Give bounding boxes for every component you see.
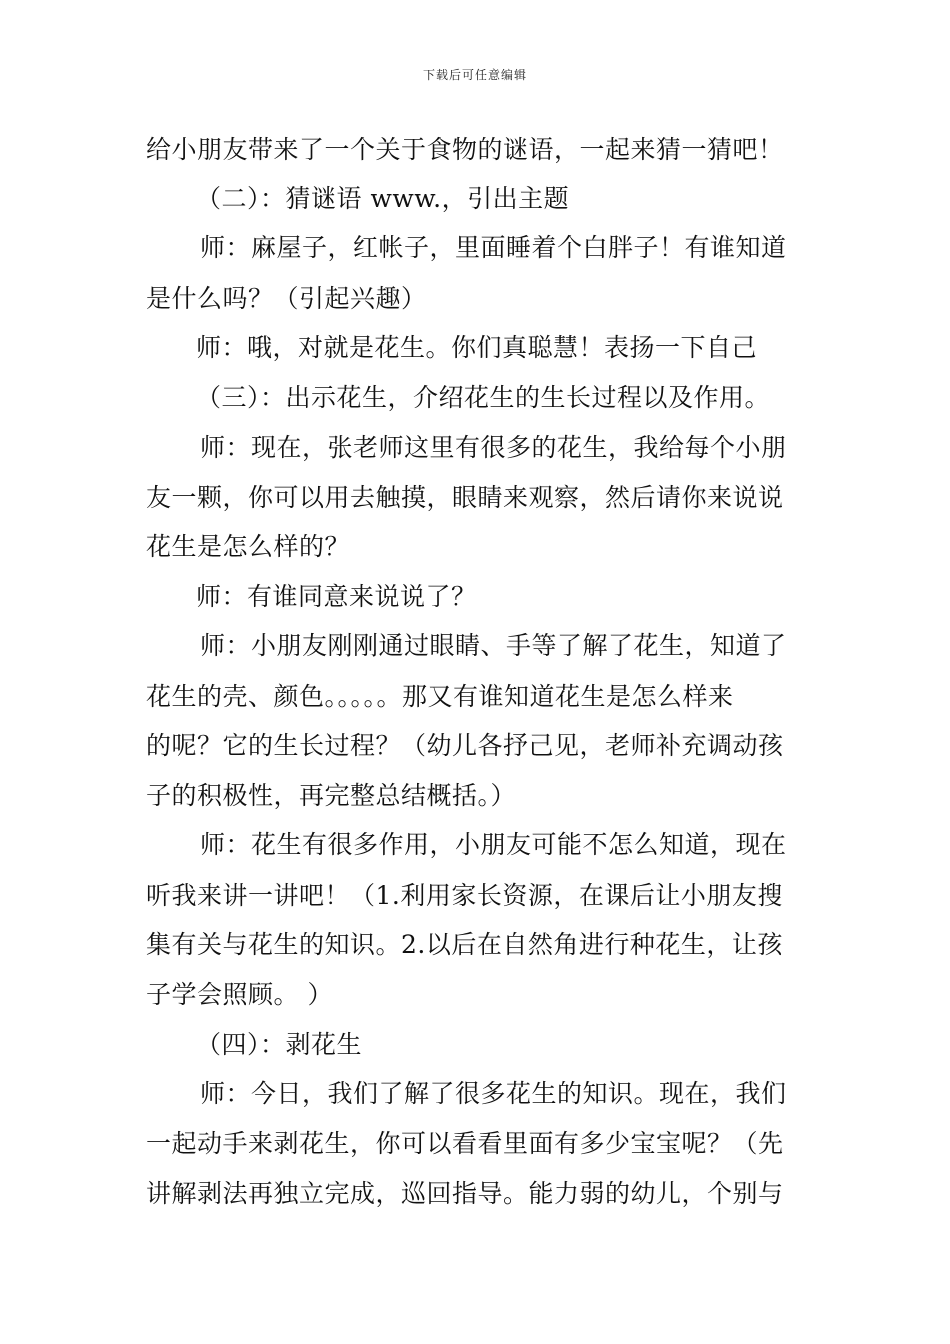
text-line-21: 一起动手来剥花生，你可以看看里面有多少宝宝呢？（先 (146, 1129, 784, 1158)
text-line-20: 师：今日，我们了解了很多花生的知识。现在，我们 (200, 1079, 787, 1108)
text-line-6: （三）：出示花生，介绍花生的生长过程以及作用。 (196, 383, 771, 412)
page-header: 下载后可任意编辑 (422, 68, 527, 82)
text-line-15: 师：花生有很多作用，小朋友可能不怎么知道，现在 (200, 830, 787, 859)
text-line-2: （二）：猜谜语 www.，引出主题 (196, 184, 570, 213)
text-line-9: 花生是怎么样的？ (146, 532, 351, 561)
text-line-10: 师：有谁同意来说说了？ (196, 582, 477, 611)
text-line-16: 听我来讲一讲吧！（1.利用家长资源，在课后让小朋友搜 (146, 881, 783, 910)
text-line-7: 师：现在，张老师这里有很多的花生，我给每个小朋 (200, 433, 787, 462)
text-line-17: 集有关与花生的知识。2.以后在自然角进行种花生，让孩 (146, 930, 783, 959)
text-line-3: 师：麻屋子，红帐子，里面睡着个白胖子！有谁知道 (200, 233, 787, 262)
text-line-5: 师：哦，对就是花生。你们真聪慧！表扬一下自己 (196, 333, 758, 362)
text-line-11: 师：小朋友刚刚通过眼睛、手等了解了花生，知道了 (200, 631, 787, 660)
text-line-8: 友一颗，你可以用去触摸，眼睛来观察，然后请你来说说 (146, 483, 784, 512)
text-line-19: （四）：剥花生 (196, 1030, 363, 1059)
text-line-12: 花生的壳、颜色。。。。。那又有谁知道花生是怎么样来 (146, 682, 734, 711)
text-line-13: 的呢？它的生长过程？（幼儿各抒己见，老师补充调动孩 (146, 731, 784, 760)
text-line-22: 讲解剥法再独立完成，巡回指导。能力弱的幼儿，个别与 (146, 1179, 784, 1208)
text-line-14: 子的积极性，再完整总结概括。） (146, 781, 517, 810)
text-line-18: 子学会照顾。 ） (146, 980, 333, 1009)
text-line-1: 给小朋友带来了一个关于食物的谜语，一起来猜一猜吧！ (146, 135, 784, 164)
text-line-4: 是什么吗？（引起兴趣） (146, 284, 427, 313)
